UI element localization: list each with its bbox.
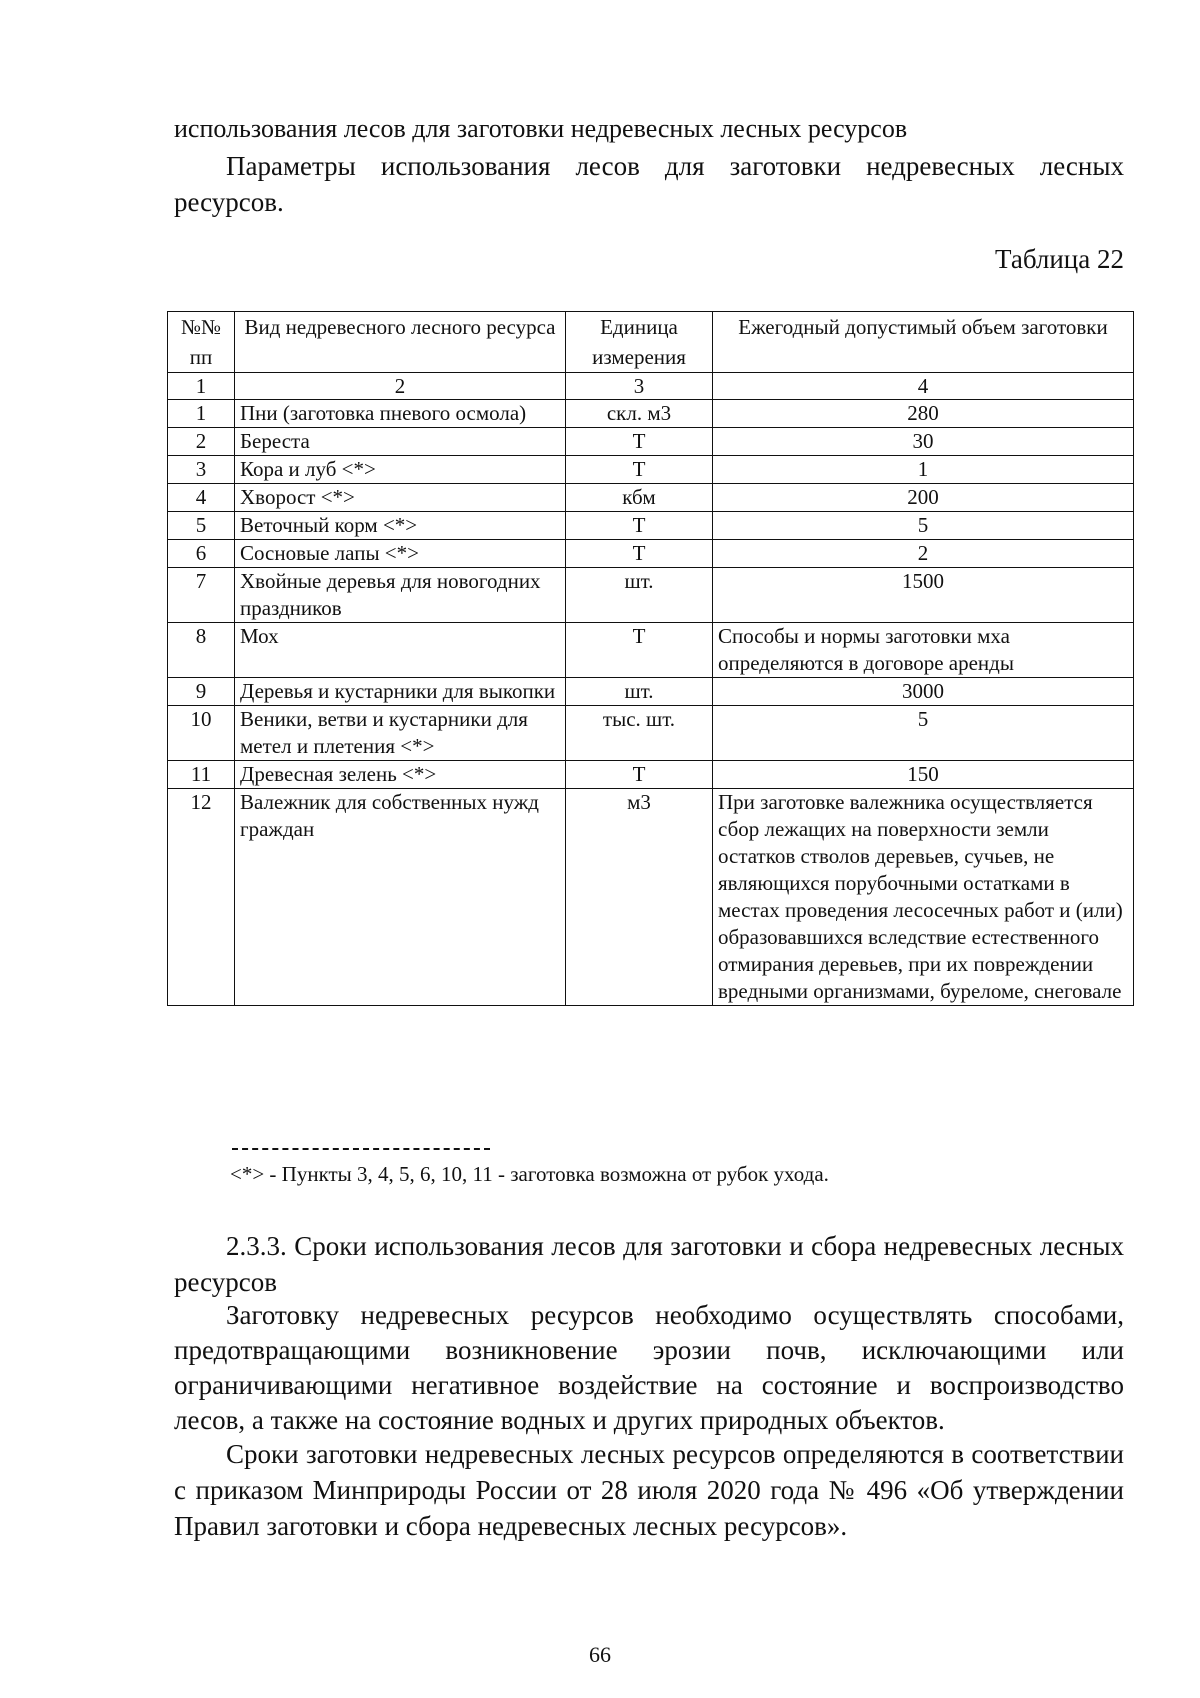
paragraph-1: Заготовку недревесных ресурсов необходимо осуществлять способами, предотвращающими возникновение эрозии почв, исключающими или ограничивающими негативное воздействие на состояние и воспроизводство лесов, а также на состояние водных и других природных объектов. (174, 1300, 1124, 1435)
annual-volume: 280 (713, 400, 1134, 428)
resource-name: Веники, ветви и кустарники для метел и плетения <*> (235, 706, 566, 761)
row-number: 7 (168, 568, 235, 623)
unit-of-measure: Т (566, 512, 713, 540)
resource-name: Древесная зелень <*> (235, 761, 566, 789)
table-body (168, 400, 1134, 1006)
footnote-divider (232, 1148, 490, 1150)
row-number: 11 (168, 761, 235, 789)
annual-volume: 5 (713, 706, 1134, 761)
resource-name: Хворост <*> (235, 484, 566, 512)
table-row (168, 512, 1134, 540)
header-name: Вид недревесного лесного ресурса (235, 312, 566, 373)
table-row (168, 761, 1134, 789)
section-title: 2.3.3. Сроки использования лесов для заготовки и сбора недревесных лесных ресурсов (174, 1231, 1124, 1297)
table-row (168, 678, 1134, 706)
table-index-row (168, 373, 1134, 400)
resource-name: Мох (235, 623, 566, 678)
annual-volume: 150 (713, 761, 1134, 789)
annual-volume: 30 (713, 428, 1134, 456)
unit-of-measure: Т (566, 540, 713, 568)
table-row (168, 400, 1134, 428)
row-number: 2 (168, 428, 235, 456)
row-number: 8 (168, 623, 235, 678)
header-unit: Единица измерения (566, 312, 713, 373)
row-number: 6 (168, 540, 235, 568)
row-number: 1 (168, 400, 235, 428)
table-row (168, 568, 1134, 623)
row-number: 10 (168, 706, 235, 761)
resource-name: Хвойные деревья для новогодних праздников (235, 568, 566, 623)
row-number: 12 (168, 789, 235, 1006)
annual-volume: 1500 (713, 568, 1134, 623)
table-header-row (168, 312, 1134, 373)
resource-name: Веточный корм <*> (235, 512, 566, 540)
intro-paragraph: Параметры использования лесов для заготовки недревесных лесных ресурсов. (174, 151, 1124, 217)
annual-volume: 3000 (713, 678, 1134, 706)
index-cell: 4 (713, 373, 1134, 400)
table-row (168, 789, 1134, 1006)
unit-of-measure: тыс. шт. (566, 706, 713, 761)
page-number: 66 (589, 1642, 611, 1667)
index-cell: 2 (235, 373, 566, 400)
unit-of-measure: Т (566, 456, 713, 484)
index-cell: 3 (566, 373, 713, 400)
header-volume: Ежегодный допустимый объем заготовки (713, 312, 1134, 373)
unit-of-measure: шт. (566, 568, 713, 623)
table-caption: Таблица 22 (995, 244, 1124, 274)
heading-line: использования лесов для заготовки недревесных лесных ресурсов (174, 114, 908, 143)
annual-volume: 200 (713, 484, 1134, 512)
unit-of-measure: скл. м3 (566, 400, 713, 428)
annual-volume: 5 (713, 512, 1134, 540)
resource-table (167, 311, 1134, 1006)
table-row (168, 484, 1134, 512)
annual-volume: 1 (713, 456, 1134, 484)
row-number: 9 (168, 678, 235, 706)
resource-name: Сосновые лапы <*> (235, 540, 566, 568)
unit-of-measure: Т (566, 623, 713, 678)
header-num: №№ пп (168, 312, 235, 373)
unit-of-measure: Т (566, 761, 713, 789)
unit-of-measure: Т (566, 428, 713, 456)
resource-name: Валежник для собственных нужд граждан (235, 789, 566, 1006)
index-cell: 1 (168, 373, 235, 400)
table-row (168, 540, 1134, 568)
unit-of-measure: кбм (566, 484, 713, 512)
annual-volume: 2 (713, 540, 1134, 568)
resource-name: Кора и луб <*> (235, 456, 566, 484)
table-row (168, 428, 1134, 456)
annual-volume: Способы и нормы заготовки мха определяются в договоре аренды (713, 623, 1134, 678)
annual-volume: При заготовке валежника осуществляется сбор лежащих на поверхности земли остатков стволов деревьев, сучьев, не являющихся порубочными остатками в местах проведения лесосечных работ и (или) образовавшихся вследствие естественного отмирания деревьев, при их повреждении вредными организмами, буреломе, снеговале (713, 789, 1134, 1006)
resource-name: Береста (235, 428, 566, 456)
unit-of-measure: шт. (566, 678, 713, 706)
paragraph-2: Сроки заготовки недревесных лесных ресурсов определяются в соответствии с приказом Минприроды России от 28 июля 2020 года № 496 «Об утверждении Правил заготовки и сбора недревесных лесных ресурсов». (174, 1439, 1124, 1541)
footnote: <*> - Пункты 3, 4, 5, 6, 10, 11 - заготовка возможна от рубок ухода. (230, 1162, 829, 1186)
table-row (168, 706, 1134, 761)
unit-of-measure: м3 (566, 789, 713, 1006)
row-number: 3 (168, 456, 235, 484)
table-row (168, 623, 1134, 678)
table-row (168, 456, 1134, 484)
resource-name: Деревья и кустарники для выкопки (235, 678, 566, 706)
resource-name: Пни (заготовка пневого осмола) (235, 400, 566, 428)
row-number: 4 (168, 484, 235, 512)
row-number: 5 (168, 512, 235, 540)
